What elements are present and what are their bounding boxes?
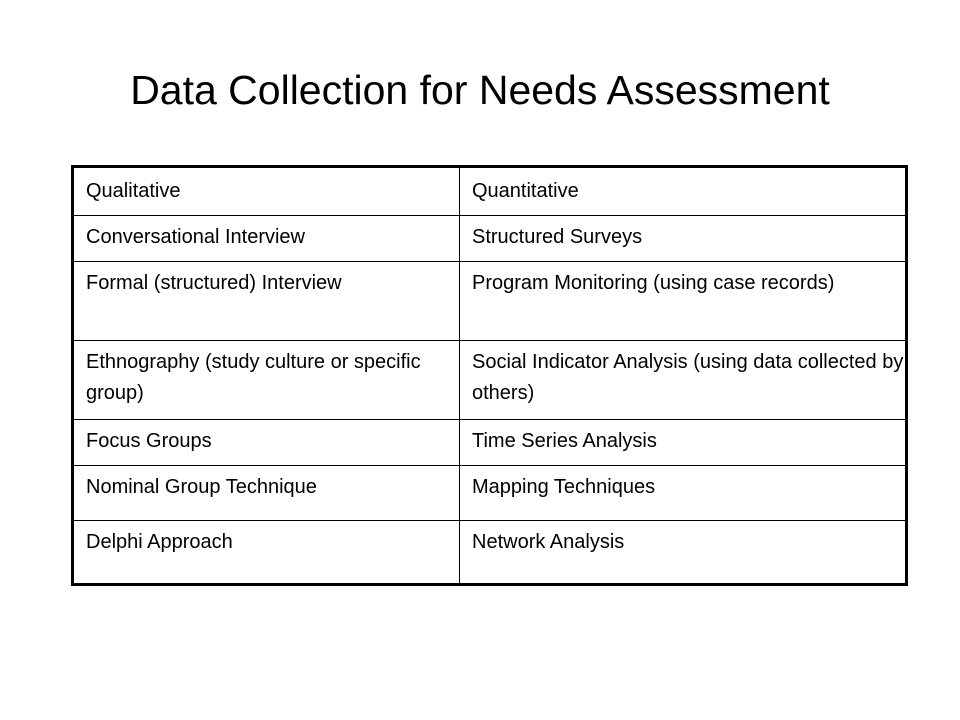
quantitative-cell: Program Monitoring (using case records) (460, 262, 907, 341)
table-row (73, 341, 907, 420)
qualitative-cell: Formal (structured) Interview (73, 262, 460, 341)
header-qualitative: Qualitative (73, 167, 460, 216)
comparison-table-container (71, 165, 904, 586)
table-row (73, 521, 907, 585)
qualitative-cell: Focus Groups (73, 420, 460, 466)
comparison-table (71, 165, 908, 586)
qualitative-cell: Conversational Interview (73, 216, 460, 262)
quantitative-cell: Mapping Techniques (460, 466, 907, 521)
table-row (73, 262, 907, 341)
quantitative-cell: Network Analysis (460, 521, 907, 585)
quantitative-cell: Time Series Analysis (460, 420, 907, 466)
table-header-row (73, 167, 907, 216)
table-row (73, 466, 907, 521)
header-quantitative: Quantitative (460, 167, 907, 216)
qualitative-cell: Delphi Approach (73, 521, 460, 585)
quantitative-cell: Social Indicator Analysis (using data collected by others) (460, 341, 907, 420)
table-row (73, 420, 907, 466)
slide-title: Data Collection for Needs Assessment (130, 67, 830, 113)
qualitative-cell: Nominal Group Technique (73, 466, 460, 521)
qualitative-cell: Ethnography (study culture or specific group) (73, 341, 460, 420)
quantitative-cell: Structured Surveys (460, 216, 907, 262)
table-row (73, 216, 907, 262)
